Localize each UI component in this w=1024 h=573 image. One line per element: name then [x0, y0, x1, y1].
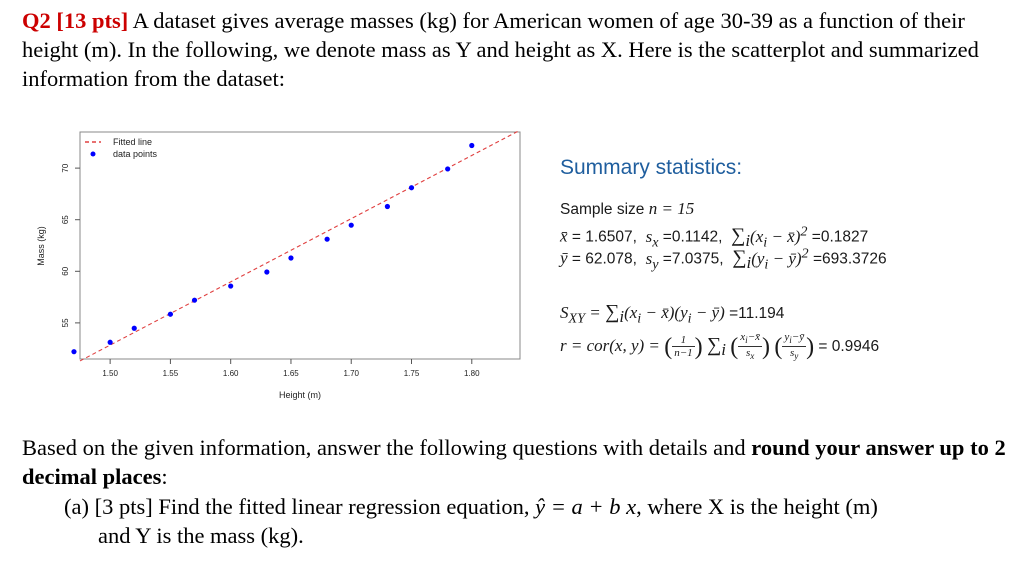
- part-a-equation: ŷ = a + b x: [535, 494, 637, 519]
- y-tick-label: 70: [61, 163, 70, 173]
- summary-title: Summary statistics:: [560, 156, 743, 179]
- question-header: [22, 6, 1007, 93]
- data-point: [469, 143, 474, 148]
- legend: [85, 137, 158, 159]
- sumxx-value: =0.1827: [811, 228, 869, 246]
- xbar-value: = 1.6507,: [571, 228, 637, 246]
- x-tick-label: 1.55: [162, 369, 179, 378]
- sxy-line: $S_{XY} = \sum_i(x_i$ − $x̄)(y_i$ − ȳ) =11.194: [560, 301, 785, 327]
- part-a-line1-end: , where X is the height (m): [636, 494, 878, 519]
- sy-value: =7.0375,: [662, 250, 724, 268]
- instructions-end: :: [161, 464, 168, 489]
- data-point: [264, 269, 269, 274]
- x-axis-ticks: [102, 359, 480, 378]
- sumyy-value: =693.3726: [812, 250, 887, 268]
- x-axis-label: Height (m): [278, 390, 322, 400]
- data-point: [325, 237, 330, 242]
- scatterplot: [30, 128, 530, 408]
- sx-value: =0.1142,: [662, 228, 723, 246]
- y-tick-label: 55: [61, 318, 70, 328]
- fitted-line: [80, 130, 520, 361]
- data-point: [168, 312, 173, 317]
- y-axis-label: Mass (kg): [36, 226, 46, 266]
- data-point: [288, 255, 293, 260]
- y-stats-line: ȳ = 62.078, $s_y =7.0375$, $\sum_i(y_i$ − ȳ)$^2$ =693.3726: [560, 245, 887, 273]
- data-points-layer: [71, 128, 510, 354]
- part-a-line2: and Y is the mass (kg).: [98, 523, 304, 548]
- question-label: Q2 [13 pts]: [22, 8, 129, 33]
- y-tick-label: 65: [61, 215, 70, 225]
- legend-data-points-label: data points: [113, 149, 158, 159]
- x-stats-line: x̄ = 1.6507, $s_x =0.1142$, $\sum_i(x_i$ − x̄)$^2$ =0.1827: [560, 223, 869, 251]
- legend-fitted-line-label: Fitted line: [113, 137, 153, 147]
- y-axis-ticks: [61, 163, 80, 327]
- x-tick-label: 1.80: [463, 369, 480, 378]
- sample-size-eq: n = 15: [648, 199, 695, 218]
- instructions: [22, 433, 1012, 491]
- data-point: [385, 204, 390, 209]
- ybar-value: = 62.078,: [571, 250, 637, 268]
- fitted-line-layer: [80, 130, 520, 361]
- y-tick-label: 60: [61, 266, 70, 276]
- data-point: [71, 349, 76, 354]
- data-point: [409, 185, 414, 190]
- sample-size-line: [560, 198, 1015, 220]
- data-point: [349, 223, 354, 228]
- data-point: [228, 283, 233, 288]
- data-point: [132, 326, 137, 331]
- x-tick-label: 1.65: [283, 369, 299, 378]
- r-value: = 0.9946: [818, 338, 880, 355]
- sxy-value: =11.194: [729, 305, 785, 322]
- part-a-line1: (a) [3 pts] Find the fitted linear regression equation,: [64, 494, 536, 519]
- summary-statistics: [560, 156, 1015, 363]
- sample-size-label: Sample size: [560, 201, 645, 218]
- legend-data-points-swatch: [91, 152, 96, 157]
- scatterplot-container: [30, 128, 530, 408]
- data-point: [108, 340, 113, 345]
- instructions-bold: round your answer up to 2 decimal places: [22, 435, 1006, 489]
- x-tick-label: 1.75: [403, 369, 420, 378]
- r-line: r = cor(x, y) = ( $\frac{1}{n-1}$ ) $\sum_i$ ( $\frac{x_i-x̄}{s_x}$ ) ( $\frac{y_i-ȳ}{s_y}$ ) = 0.9946: [560, 331, 880, 362]
- x-tick-label: 1.50: [102, 369, 118, 378]
- x-tick-label: 1.60: [222, 369, 239, 378]
- question-intro: A dataset gives average masses (kg) for American women of age 30-39 as a function of their height (m). In the following, we denote mass as Y and height as X. Here is the scatterplot and summarized information from the dataset:: [22, 8, 979, 91]
- instructions-text: Based on the given information, answer the following questions with details and: [22, 435, 752, 460]
- data-point: [192, 298, 197, 303]
- part-a: [64, 492, 1004, 550]
- x-tick-label: 1.70: [343, 369, 360, 378]
- data-point: [445, 166, 450, 171]
